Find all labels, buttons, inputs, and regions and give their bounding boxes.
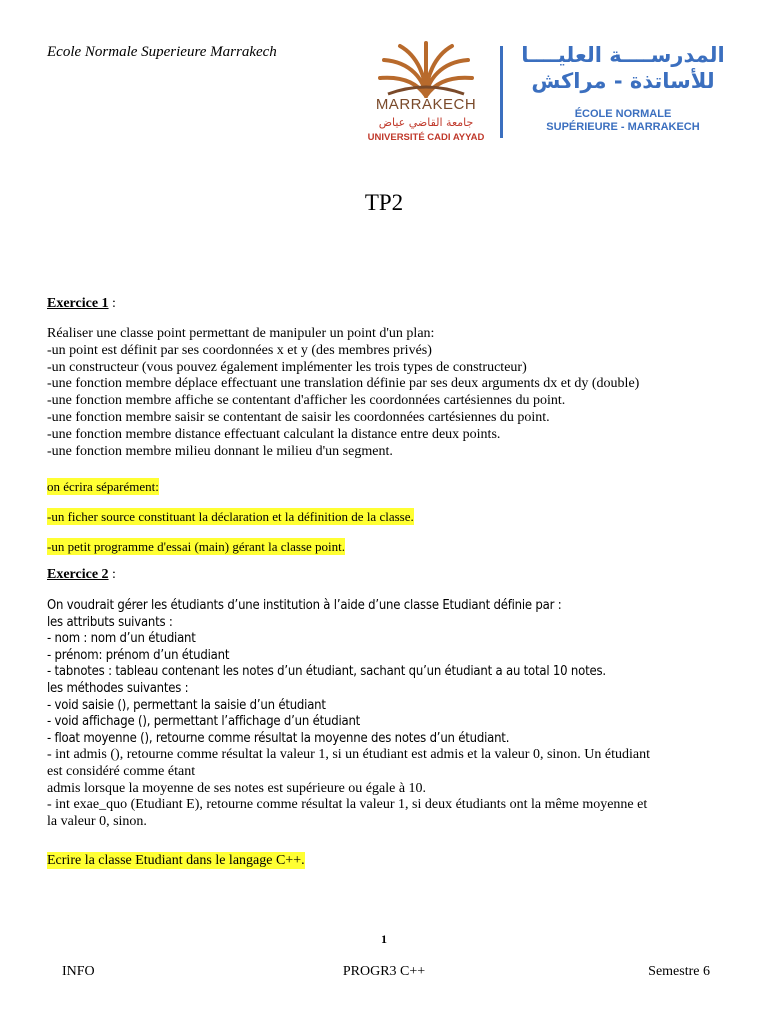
ens-french-name <box>518 108 728 134</box>
exercise2-highlight <box>47 851 305 869</box>
attribute-item: - tabnotes : tableau contenant les notes d’un étudiant, sachant qu’un étudiant a au total 10 notes. <box>47 664 606 680</box>
ucam-french-name: UNIVERSITÉ CADI AYYAD <box>367 132 485 143</box>
palm-tree-icon <box>366 40 486 98</box>
document-title: TP2 <box>364 190 404 215</box>
method-item: est considéré comme étant <box>47 763 196 779</box>
exercise2-body <box>47 598 650 830</box>
highlighted-text: Ecrire la classe Etudiant dans le langage C++. <box>47 853 305 868</box>
method-item: - void saisie (), permettant la saisie d’un étudiant <box>47 697 326 713</box>
exercise1-heading <box>47 296 116 312</box>
attribute-item: - nom : nom d’un étudiant <box>47 631 196 647</box>
ucam-city: MARRAKECH <box>375 96 477 113</box>
attribute-item: - prénom: prénom d’un étudiant <box>47 647 230 663</box>
ens-french-line2: SUPÉRIEURE - MARRAKECH <box>546 121 700 133</box>
exercise1-line: -un point est définit par ses coordonnées x et y (des membres privés) <box>47 342 432 358</box>
logo-divider <box>500 46 503 138</box>
ucam-arabic-name: جامعة القاضي عياض <box>378 116 474 129</box>
page-number: 1 <box>381 932 387 946</box>
exercise2-heading <box>47 567 116 583</box>
ens-arabic-name <box>518 42 728 94</box>
attributes-label: les attributs suivants : <box>47 614 173 630</box>
ucam-logo <box>366 40 486 148</box>
method-item: - float moyenne (), retourne comme résultat la moyenne des notes d’un étudiant. <box>47 730 510 746</box>
school-name: Ecole Normale Superieure Marrakech <box>47 44 277 60</box>
method-item: - void affichage (), permettant l’affichage d’un étudiant <box>47 714 361 730</box>
footer-left: INFO <box>62 964 95 979</box>
method-item: - int admis (), retourne comme résultat la valeur 1, si un étudiant est admis et la valeur 0, sinon. Un étudiant <box>47 747 651 763</box>
ens-arabic-line1: المدرســــة العليــــا <box>521 43 725 67</box>
ens-french-line1: ÉCOLE NORMALE <box>574 108 672 120</box>
exercise1-highlight-1 <box>47 478 159 496</box>
method-item: - int exae_quo (Etudiant E), retourne comme résultat la valeur 1, si deux étudiants ont la même moyenne et <box>47 797 648 813</box>
method-item: admis lorsque la moyenne de ses notes est supérieure ou égale à 10. <box>47 780 427 796</box>
ens-arabic-line2: للأساتذة - مراكش <box>531 69 715 93</box>
methods-label: les méthodes suivantes : <box>47 680 189 696</box>
exercise2-heading-suffix: : <box>108 567 116 582</box>
exercise1-line: -une fonction membre distance effectuant calculant la distance entre deux points. <box>47 426 501 442</box>
exercise1-line: Réaliser une classe point permettant de manipuler un point d'un plan: <box>47 326 435 341</box>
exercise1-line: -un constructeur (vous pouvez également implémenter les trois types de constructeur) <box>47 359 527 375</box>
exercise1-heading-suffix: : <box>108 296 116 311</box>
exercise1-body <box>47 326 639 460</box>
footer-center: PROGR3 C++ <box>342 964 426 979</box>
exercise1-heading-label: Exercice 1 <box>47 296 109 311</box>
exercise1-highlight-2 <box>47 508 414 526</box>
exercise2-heading-label: Exercice 2 <box>47 567 109 582</box>
exercise1-line: -une fonction membre déplace effectuant une translation définie par ses deux arguments dx et dy (double) <box>47 376 640 392</box>
exercise1-line: -une fonction membre milieu donnant le milieu d'un segment. <box>47 443 393 459</box>
exercise1-highlight-3 <box>47 538 345 556</box>
highlighted-text: -un ficher source constituant la déclaration et la définition de la classe. <box>47 509 414 524</box>
ens-logo <box>496 42 732 142</box>
exercise1-line: -une fonction membre saisir se contentant de saisir les coordonnées cartésiennes du point. <box>47 409 550 425</box>
highlighted-text: on écrira séparément: <box>47 479 159 494</box>
footer-right: Semestre 6 <box>648 964 710 979</box>
exercise2-intro: On voudrait gérer les étudiants d’une institution à l’aide d’une classe Etudiant définie par : <box>47 598 562 613</box>
highlighted-text: -un petit programme d'essai (main) gérant la classe point. <box>47 539 345 554</box>
method-item: la valeur 0, sinon. <box>47 813 147 829</box>
exercise1-line: -une fonction membre affiche se contentant d'afficher les coordonnées cartésiennes du point. <box>47 393 566 409</box>
